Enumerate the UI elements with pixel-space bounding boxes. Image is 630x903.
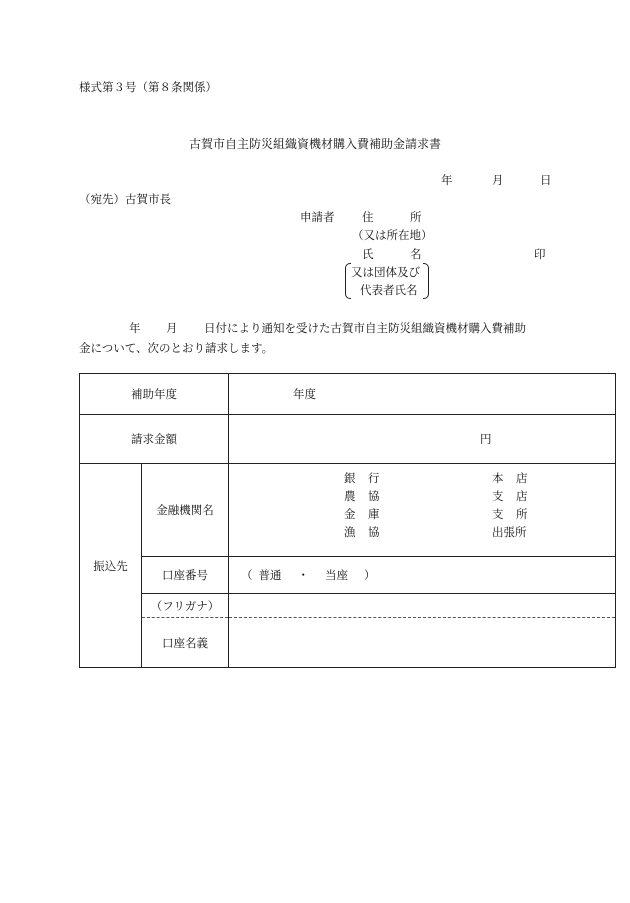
addressee: （宛先）古賀市長 <box>79 192 171 206</box>
account-type-regular[interactable]: 普通 <box>258 568 282 582</box>
institution-options <box>229 465 615 555</box>
branch-type-char: 支 <box>492 489 504 503</box>
institution-label-cell <box>142 464 229 557</box>
amount-unit: 円 <box>480 432 492 446</box>
transfer-label-cell <box>80 464 142 668</box>
branch-type-char: 所 <box>516 507 528 521</box>
account-type-current[interactable]: 当座 <box>325 568 348 582</box>
institution-input-cell[interactable] <box>229 464 616 557</box>
transfer-label: 振込先 <box>93 558 128 573</box>
branch-type-char: 出張所 <box>492 525 527 539</box>
branch-type-char: 本 <box>492 471 504 485</box>
bank-type-char: 農 <box>344 489 356 503</box>
seal-mark: 印 <box>534 247 546 261</box>
fiscal-year-label-cell <box>80 374 229 415</box>
right-bracket <box>423 263 429 299</box>
account-number-label: 口座番号 <box>162 568 208 582</box>
furigana-input-cell[interactable] <box>229 594 616 618</box>
date-day: 日 <box>540 173 552 187</box>
group-line1: 又は団体及び <box>351 265 420 279</box>
fiscal-year-label: 補助年度 <box>131 387 177 401</box>
account-name-label-cell <box>142 618 229 668</box>
bank-type-char: 金 <box>344 507 356 521</box>
amount-label: 請求金額 <box>131 432 177 446</box>
group-line2: 代表者氏名 <box>360 283 418 297</box>
account-name-label: 口座名義 <box>162 635 208 650</box>
body-line1: 日付により通知を受けた古賀市自主防災組織資機材購入費補助 <box>204 321 526 335</box>
branch-type-char: 店 <box>516 489 528 503</box>
claim-form-table <box>79 373 616 668</box>
applicant-address-char2: 所 <box>410 210 422 224</box>
bank-type-char: 協 <box>368 525 380 539</box>
branch-type-char: 支 <box>492 507 504 521</box>
branch-type-char: 店 <box>516 471 528 485</box>
account-type-separator: ・ <box>297 568 309 582</box>
date-year: 年 <box>441 173 453 187</box>
form-number: 様式第３号（第８条関係） <box>79 80 217 94</box>
furigana-label: （フリガナ） <box>150 598 220 613</box>
account-name-input-cell[interactable] <box>229 618 616 668</box>
document-title: 古賀市自主防災組織資機材購入費補助金請求書 <box>189 137 442 151</box>
fiscal-year-unit: 年度 <box>293 387 316 401</box>
fiscal-year-input-cell[interactable] <box>229 374 616 415</box>
bank-type-char: 漁 <box>344 525 356 539</box>
applicant-address-note: （又は所在地） <box>352 228 433 242</box>
body-year: 年 <box>129 321 141 335</box>
amount-label-cell <box>80 415 229 464</box>
bank-type-char: 銀 <box>344 471 356 485</box>
applicant-name-char1: 氏 <box>362 247 374 261</box>
bank-type-char: 庫 <box>368 507 380 521</box>
date-month: 月 <box>492 173 504 187</box>
bank-type-char: 行 <box>368 471 380 485</box>
applicant-label: 申請者 <box>300 210 335 224</box>
account-close-paren: ） <box>364 568 376 582</box>
account-number-input-cell[interactable] <box>229 557 616 594</box>
applicant-address-char1: 住 <box>362 210 374 224</box>
applicant-name-char2: 名 <box>410 247 422 261</box>
account-number-label-cell <box>142 557 229 594</box>
body-month: 月 <box>166 321 178 335</box>
furigana-label-cell <box>142 594 229 618</box>
amount-input-cell[interactable] <box>229 415 616 464</box>
bank-type-char: 協 <box>368 489 380 503</box>
account-open-paren: （ <box>241 568 253 582</box>
body-line2: 金について、次のとおり請求します。 <box>79 341 274 355</box>
institution-label: 金融機関名 <box>156 503 214 517</box>
